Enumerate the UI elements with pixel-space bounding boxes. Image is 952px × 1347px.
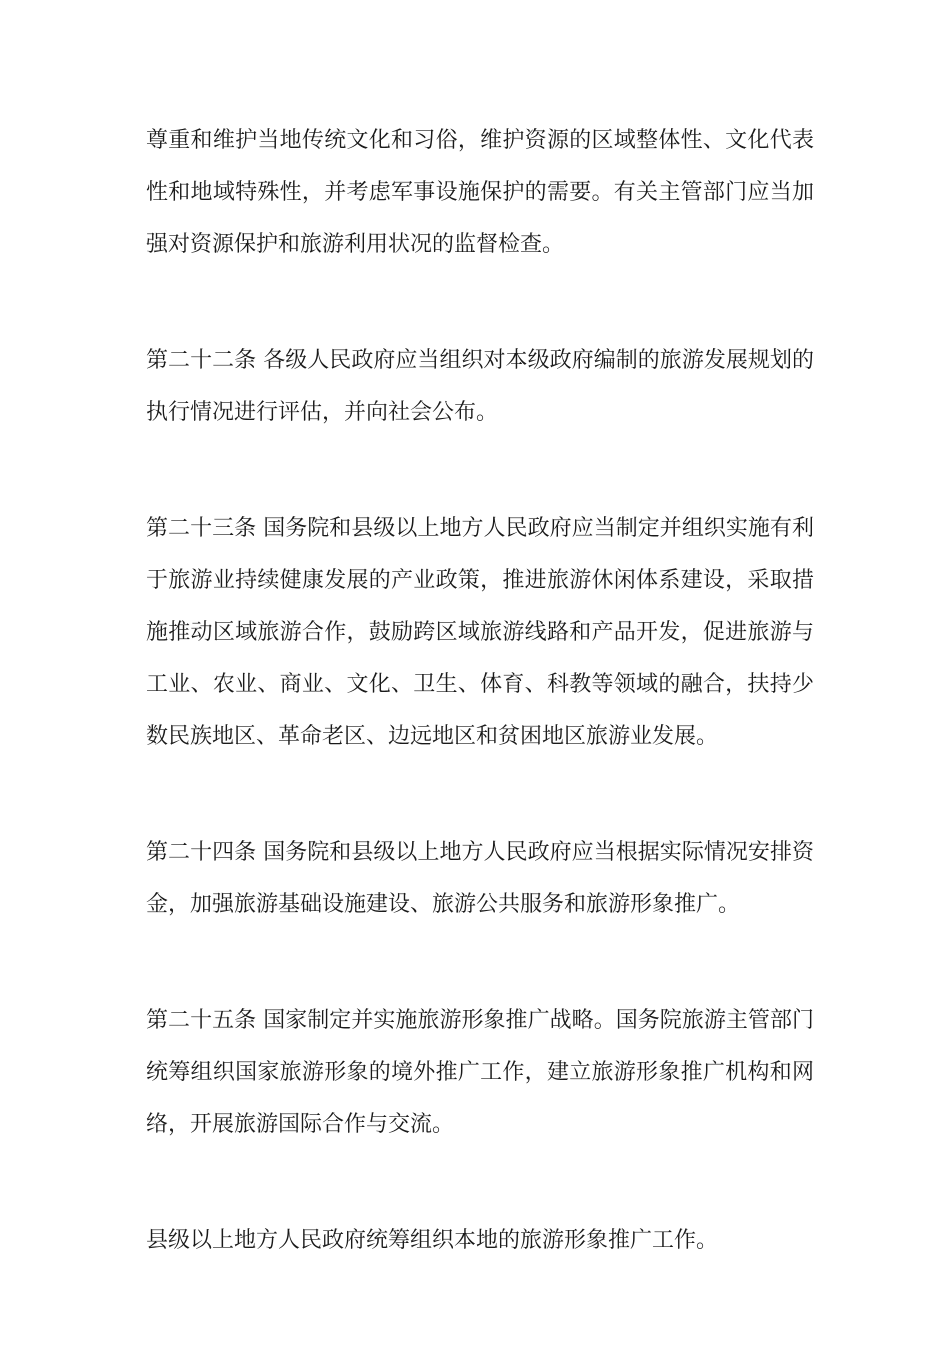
paragraph-resource-protection: 尊重和维护当地传统文化和习俗，维护资源的区域整体性、文化代表性和地域特殊性，并考虑军事设施保护的需要。有关主管部门应当加强对资源保护和旅游利用状况的监督检查。 <box>146 128 814 257</box>
paragraph-article-23: 第二十三条 国务院和县级以上地方人民政府应当制定并组织实施有利于旅游业持续健康发展的产业政策，推进旅游休闲体系建设，采取措施推动区域旅游合作，鼓励跨区域旅游线路和产品开发，促进旅游与工业、农业、商业、文化、卫生、体育、科教等领域的融合，扶持少数民族地区、革命老区、边远地区和贫困地区旅游业发展。 <box>146 516 814 749</box>
paragraph-local-promotion: 县级以上地方人民政府统筹组织本地的旅游形象推广工作。 <box>146 1228 719 1253</box>
paragraph-article-25: 第二十五条 国家制定并实施旅游形象推广战略。国务院旅游主管部门统筹组织国家旅游形象的境外推广工作，建立旅游形象推广机构和网络，开展旅游国际合作与交流。 <box>146 1008 814 1137</box>
paragraph-article-22: 第二十二条 各级人民政府应当组织对本级政府编制的旅游发展规划的执行情况进行评估，并向社会公布。 <box>146 348 814 425</box>
paragraph-article-24: 第二十四条 国务院和县级以上地方人民政府应当根据实际情况安排资金，加强旅游基础设施建设、旅游公共服务和旅游形象推广。 <box>146 840 814 917</box>
document-body <box>146 115 814 1267</box>
